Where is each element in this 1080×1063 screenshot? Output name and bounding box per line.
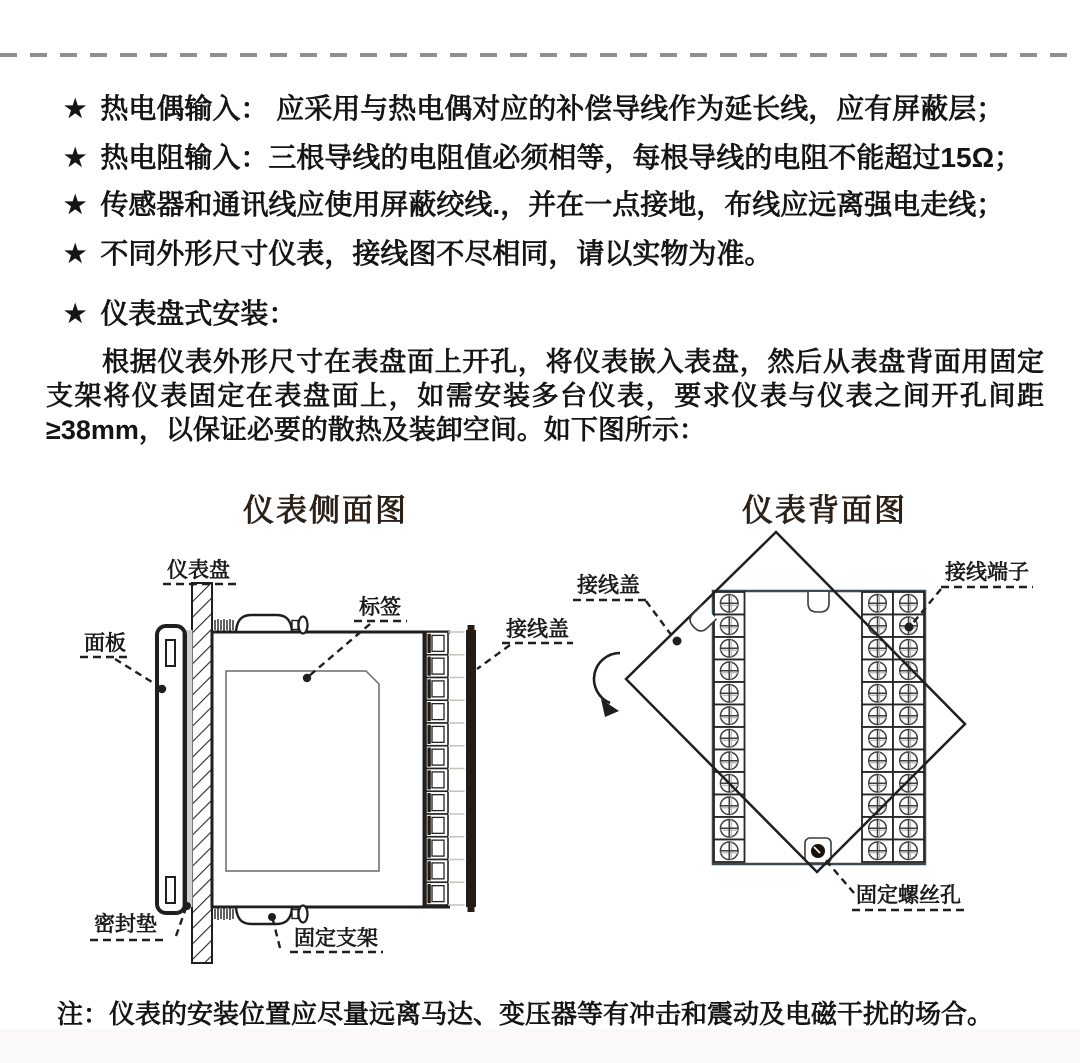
star-icon: ★ — [64, 95, 87, 123]
side-view-title: 仪表侧面图 — [243, 493, 408, 528]
wiring-cover-label-side: 接线盖 — [506, 618, 569, 641]
terminal-dot — [905, 623, 914, 632]
top-dashed-divider — [0, 53, 1080, 57]
gasket-dot — [183, 902, 191, 910]
bottom-strip — [0, 1029, 1080, 1063]
top-notch — [808, 592, 829, 612]
terminal-label: 接线端子 — [945, 561, 1029, 584]
panel-board-label: 仪表盘 — [167, 559, 230, 582]
bullet-text: 传感器和通讯线应使用屏蔽绞线.，并在一点接地，布线应远离强电走线； — [100, 189, 1005, 220]
sticker-dot — [303, 674, 311, 682]
bullet-text: 热电阻输入：三根导线的电阻值必须相等，每根导线的电阻不能超过15Ω； — [100, 142, 1023, 173]
star-icon: ★ — [64, 240, 87, 268]
fixing-screw-hole — [805, 838, 831, 863]
star-icon: ★ — [64, 144, 87, 172]
screw-hole-label: 固定螺丝孔 — [856, 884, 961, 907]
front-panel-label: 面板 — [84, 632, 126, 655]
bracket-dot — [268, 913, 276, 921]
wiring-cover-dot-back — [673, 637, 682, 646]
bullet-text: 不同外形尺寸仪表，接线图不尽相同，请以实物为准。 — [100, 238, 773, 269]
front-bezel — [157, 626, 185, 913]
gasket-label: 密封垫 — [94, 913, 157, 936]
star-icon: ★ — [64, 300, 87, 328]
wiring-cover-leader-side — [477, 645, 510, 669]
back-view-diagram — [560, 515, 1080, 920]
sticker-label: 标签 — [359, 596, 401, 619]
section-heading — [64, 297, 296, 331]
wiring-cover-bar — [466, 625, 476, 912]
bracket-label: 固定支架 — [294, 927, 378, 950]
side-view-diagram — [60, 540, 580, 965]
installation-paragraph: 根据仪表外形尺寸在表盘面上开孔，将仪表嵌入表盘，然后从表盘背面用固定支架将仪表固定在表盘面上，如需安装多台仪表，要求仪表与仪表之间开孔间距≥38mm，以保证必要的散热及装卸空间。如下图所示： — [46, 347, 1044, 445]
section-heading-text: 仪表盘式安装： — [100, 298, 297, 329]
bullet-text: 热电偶输入： 应采用与热电偶对应的补偿导线作为延长线，应有屏蔽层； — [100, 93, 1005, 124]
star-icon: ★ — [64, 191, 87, 219]
sticker-area — [226, 671, 379, 871]
front-panel-dot — [158, 685, 166, 693]
bullet-thermocouple — [64, 92, 1004, 126]
front-panel-leader — [115, 659, 160, 687]
terminal-ladder — [426, 632, 465, 905]
bullet-shielded-wire — [64, 188, 1004, 222]
bullet-rtd — [64, 141, 1022, 175]
wiring-cover-label-back: 接线盖 — [577, 574, 640, 597]
bullet-size-note — [64, 237, 772, 271]
wiring-cover-leader-back — [646, 601, 672, 636]
installation-note: 注：仪表的安装位置应尽量远离马达、变压器等有冲击和震动及电磁干扰的场合。 — [57, 999, 994, 1029]
back-view-title: 仪表背面图 — [742, 493, 907, 528]
rotation-arrow-icon — [594, 653, 620, 717]
mounting-panel-hatch — [192, 583, 212, 963]
